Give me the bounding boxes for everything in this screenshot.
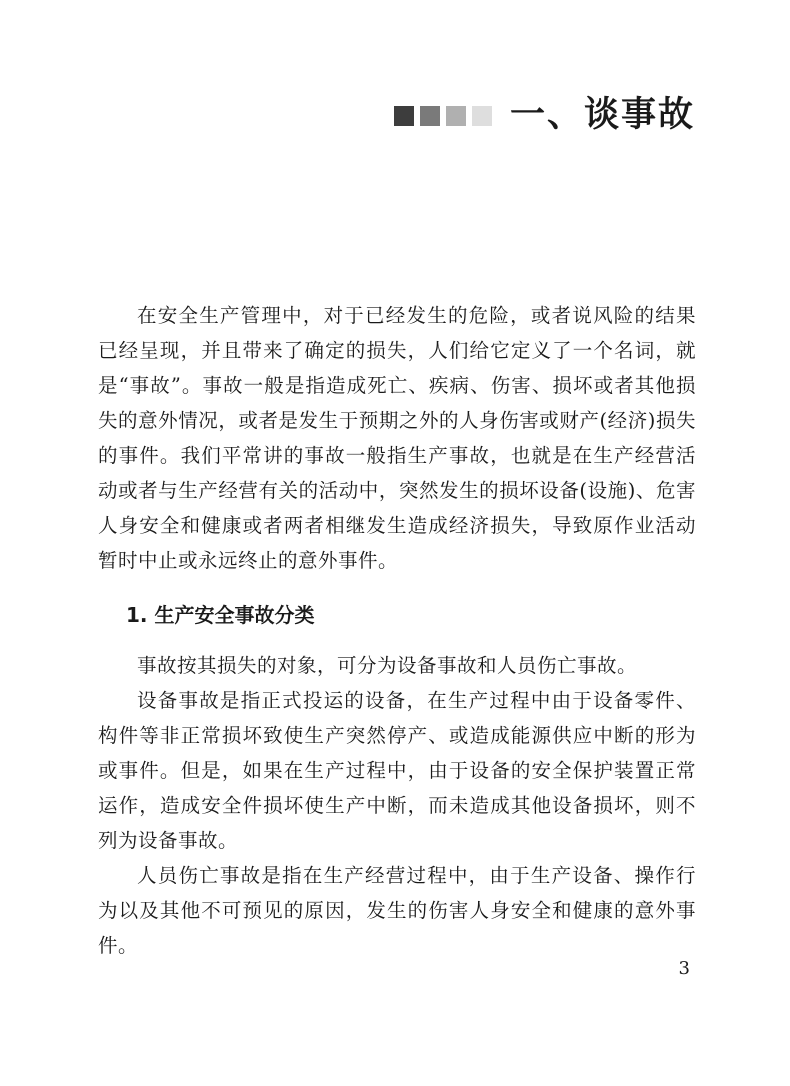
chapter-title: 一、谈事故 <box>509 95 695 135</box>
square-2 <box>420 106 440 126</box>
square-4 <box>472 106 492 126</box>
section-paragraph-1: 事故按其损失的对象，可分为设备事故和人员伤亡事故。 <box>137 654 638 677</box>
decorative-squares <box>394 106 492 126</box>
section-paragraph-2: 设备事故是指正式投运的设备，在生产过程中由于设备零件、构件等非正常损坏致使生产突然停产、或造成能源供应中断的形为或事件。但是，如果在生产过程中，由于设备的安全保护装置正常运作，造成安全件损坏使生产中断，而未造成其他设备损坏，则不列为设备事故。 <box>98 689 696 852</box>
square-3 <box>446 106 466 126</box>
square-1 <box>394 106 414 126</box>
section-paragraph-3: 人员伤亡事故是指在生产经营过程中，由于生产设备、操作行为以及其他不可预见的原因，发生的伤害人身安全和健康的意外事件。 <box>98 864 696 957</box>
page-number: 3 <box>678 958 690 979</box>
chapter-header <box>394 95 695 135</box>
body-text <box>98 298 696 963</box>
section-heading: 1. 生产安全事故分类 <box>126 603 315 627</box>
intro-paragraph: 在安全生产管理中，对于已经发生的危险，或者说风险的结果已经呈现，并且带来了确定的损失，人们给它定义了一个名词，就是“事故”。事故一般是指造成死亡、疾病、伤害、损坏或者其他损失的意外情况，或者是发生于预期之外的人身伤害或财产(经济)损失的事件。我们平常讲的事故一般指生产事故，也就是在生产经营活动或者与生产经营有关的活动中，突然发生的损坏设备(设施)、危害人身安全和健康或者两者相继发生造成经济损失，导致原作业活动暂时中止或永远终止的意外事件。 <box>98 304 696 572</box>
